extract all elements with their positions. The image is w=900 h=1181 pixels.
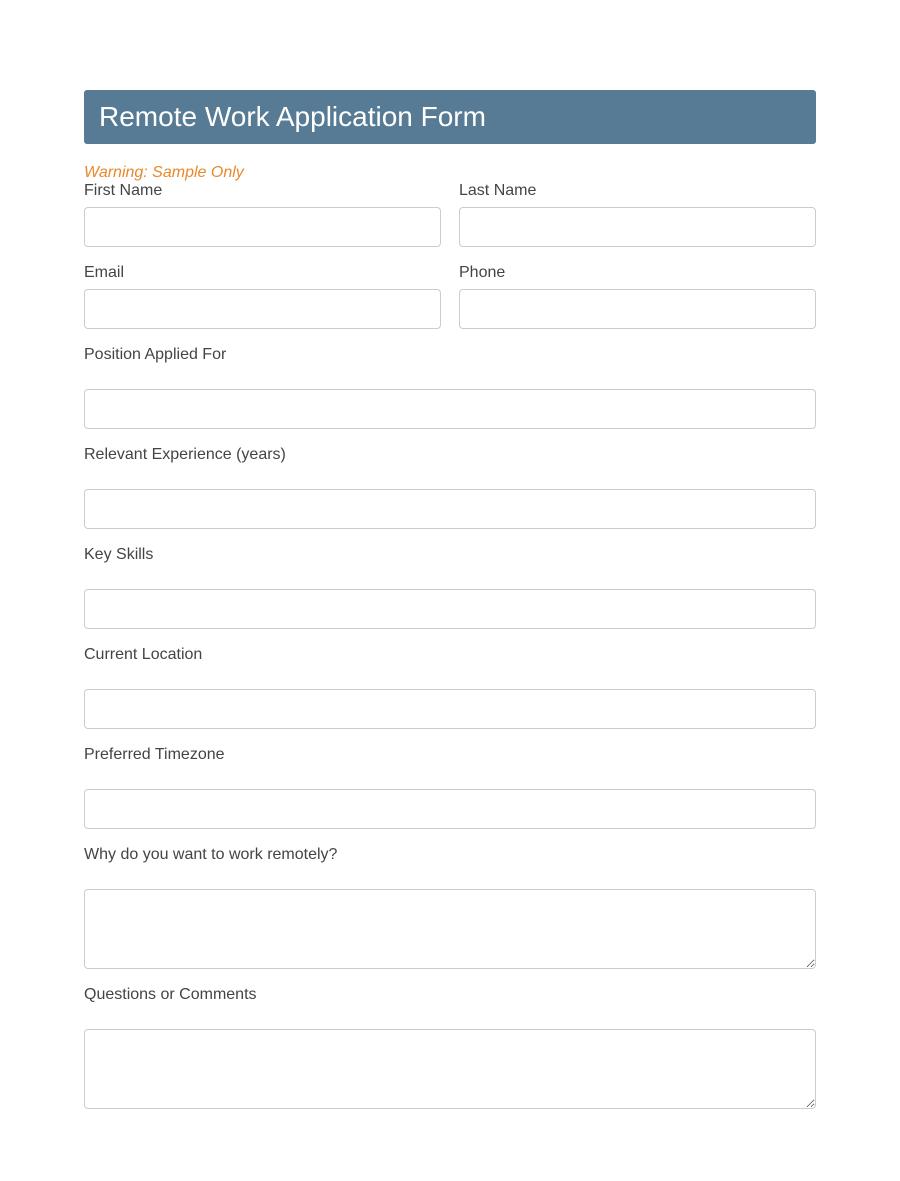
phone-label: Phone: [459, 264, 506, 281]
last-name-label: Last Name: [459, 182, 537, 199]
location-input[interactable]: [84, 689, 816, 729]
first-name-input[interactable]: [84, 207, 441, 247]
position-input[interactable]: [84, 389, 816, 429]
position-label: Position Applied For: [84, 346, 227, 363]
form-header: [84, 90, 816, 144]
first-name-label: First Name: [84, 182, 163, 199]
phone-input[interactable]: [459, 289, 816, 329]
why-remote-label: Why do you want to work remotely?: [84, 846, 338, 863]
why-remote-textarea[interactable]: [84, 889, 816, 969]
email-label: Email: [84, 264, 125, 281]
skills-input[interactable]: [84, 589, 816, 629]
comments-label: Questions or Comments: [84, 986, 257, 1003]
last-name-input[interactable]: [459, 207, 816, 247]
form-title: Remote Work Application Form: [99, 101, 486, 132]
experience-input[interactable]: [84, 489, 816, 529]
comments-textarea[interactable]: [84, 1029, 816, 1109]
warning-text: Warning: Sample Only: [84, 164, 244, 181]
timezone-label: Preferred Timezone: [84, 746, 225, 763]
location-label: Current Location: [84, 646, 203, 663]
timezone-input[interactable]: [84, 789, 816, 829]
email-input[interactable]: [84, 289, 441, 329]
skills-label: Key Skills: [84, 546, 154, 563]
experience-label: Relevant Experience (years): [84, 446, 286, 463]
